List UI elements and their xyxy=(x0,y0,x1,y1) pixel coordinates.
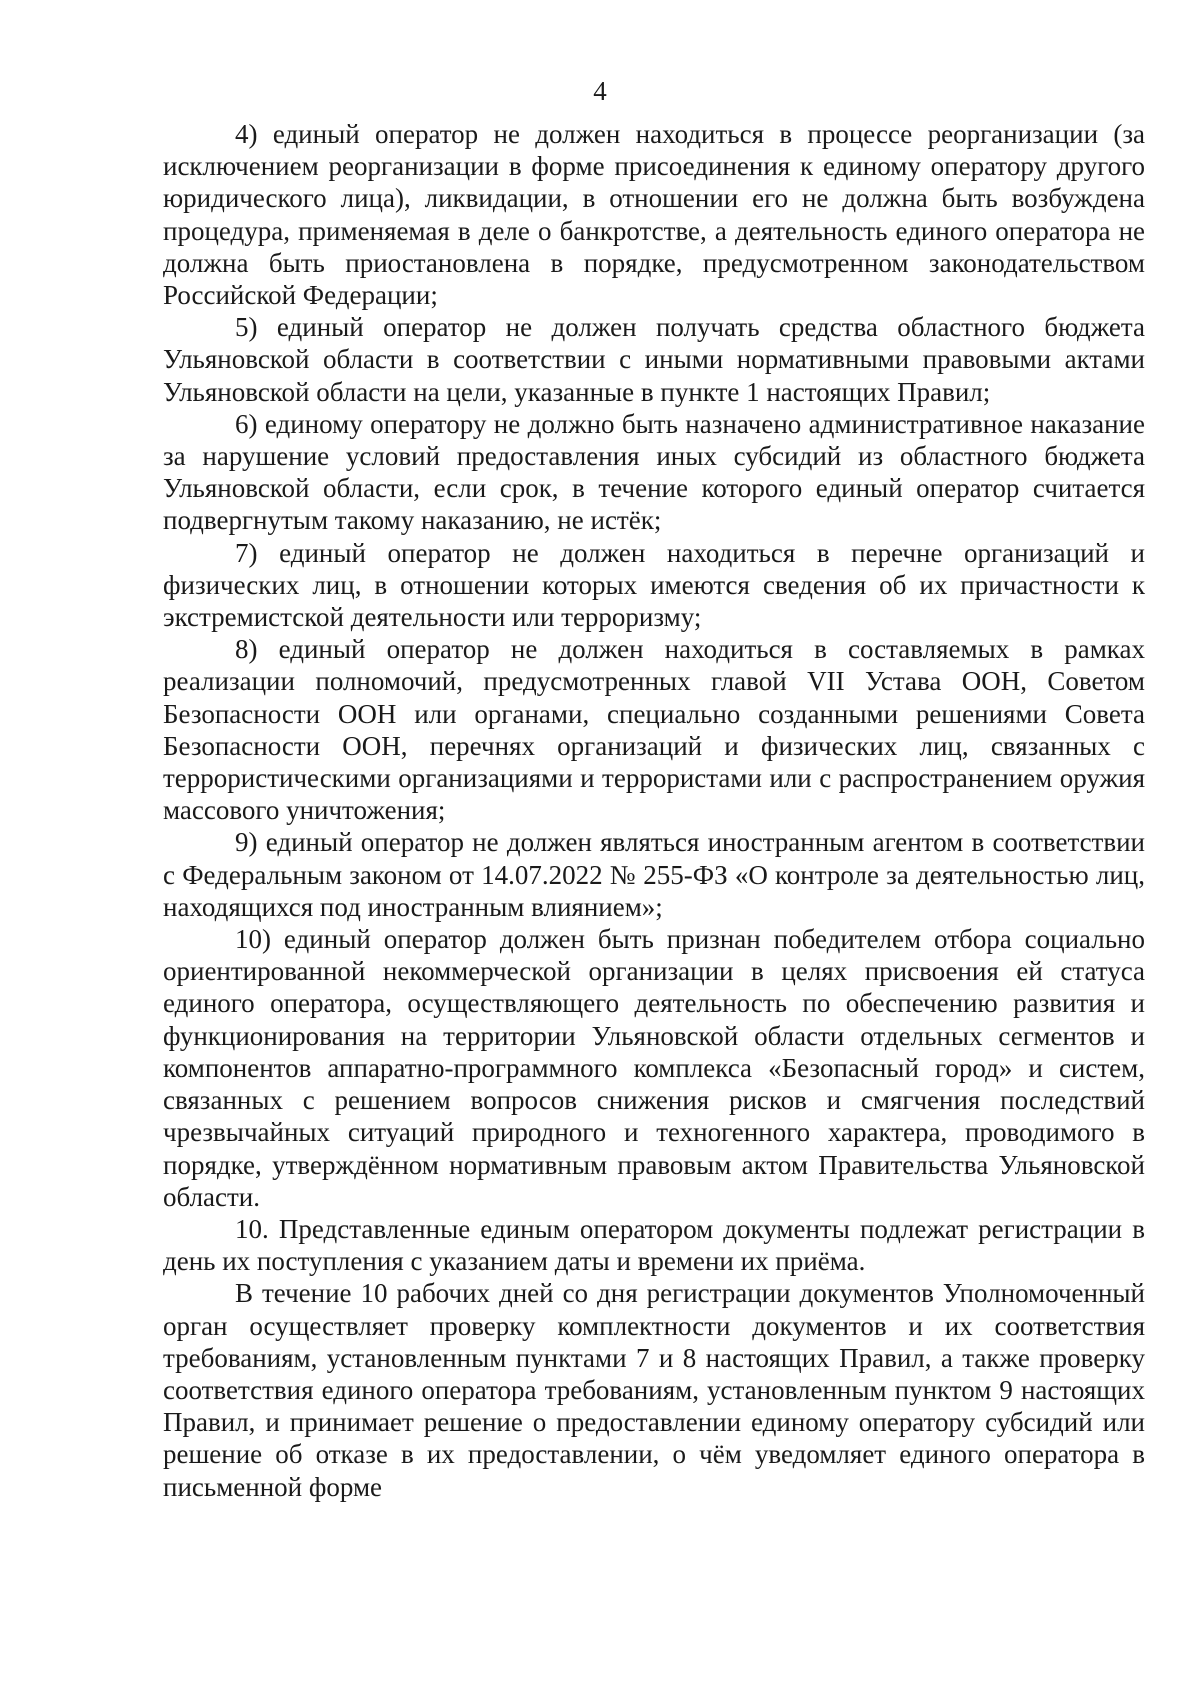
document-body xyxy=(163,118,1145,1503)
paragraph-review-procedure: В течение 10 рабочих дней со дня регистрации документов Уполномоченный орган осуществляет проверку комплектности документов и их соответствия требованиям, установленным пунктами 7 и 8 настоящих Правил, а также проверку соответствия единого оператора требованиям, установленным пунктом 9 настоящих Правил, и принимает решение о предоставлении единому оператору субсидий или решение об отказе в их предоставлении, о чём уведомляет единого оператора в письменной форме xyxy=(163,1278,1145,1502)
paragraph-item-4: 4) единый оператор не должен находиться в процессе реорганизации (за исключением реорганизации в форме присоединения к единому оператору другого юридического лица), ликвидации, в отношении его не должна быть возбуждена процедура, применяемая в деле о банкротстве, а деятельность единого оператора не должна быть приостановлена в порядке, предусмотренном законодательством Российской Федерации; xyxy=(163,119,1145,311)
paragraph-item-5: 5) единый оператор не должен получать средства областного бюджета Ульяновской области в соответствии с иными нормативными правовыми актами Ульяновской области на цели, указанные в пункте 1 настоящих Правил; xyxy=(163,312,1145,407)
paragraph-item-9: 9) единый оператор не должен являться иностранным агентом в соответствии с Федеральным законом от 14.07.2022 № 255-ФЗ «О контроле за деятельностью лиц, находящихся под иностранным влиянием»; xyxy=(163,827,1145,922)
page-number: 4 xyxy=(593,76,607,106)
paragraph-item-7: 7) единый оператор не должен находиться в перечне организаций и физических лиц, в отношении которых имеются сведения об их причастности к экстремистской деятельности или терроризму; xyxy=(163,537,1145,633)
paragraph-item-8: 8) единый оператор не должен находиться в составляемых в рамках реализации полномочий, предусмотренных главой VII Устава ООН, Советом Безопасности ООН или органами, специально созданными решениями Совета Безопасности ООН, перечнях организаций и физических лиц, связанных с террористическими организациями и террористами или с распространением оружия массового уничтожения; xyxy=(163,634,1145,826)
paragraph-section-10: 10. Представленные единым оператором документы подлежат регистрации в день их поступления с указанием даты и времени их приёма. xyxy=(163,1213,1145,1277)
paragraph-item-10: 10) единый оператор должен быть признан победителем отбора социально ориентированной некоммерческой организации в целях присвоения ей статуса единого оператора, осуществляющего деятельность по обеспечению развития и функционирования на территории Ульяновской области отдельных сегментов и компонентов аппаратно-программного комплекса «Безопасный город» и систем, связанных с решением вопросов снижения рисков и смягчения последствий чрезвычайных ситуаций природного и техногенного характера, проводимого в порядке, утверждённом нормативным правовым актом Правительства Ульяновской области. xyxy=(163,924,1145,1212)
paragraph-item-6: 6) единому оператору не должно быть назначено административное наказание за нарушение условий предоставления иных субсидий из областного бюджета Ульяновской области, если срок, в течение которого единый оператор считается подвергнутым такому наказанию, не истёк; xyxy=(163,408,1145,536)
